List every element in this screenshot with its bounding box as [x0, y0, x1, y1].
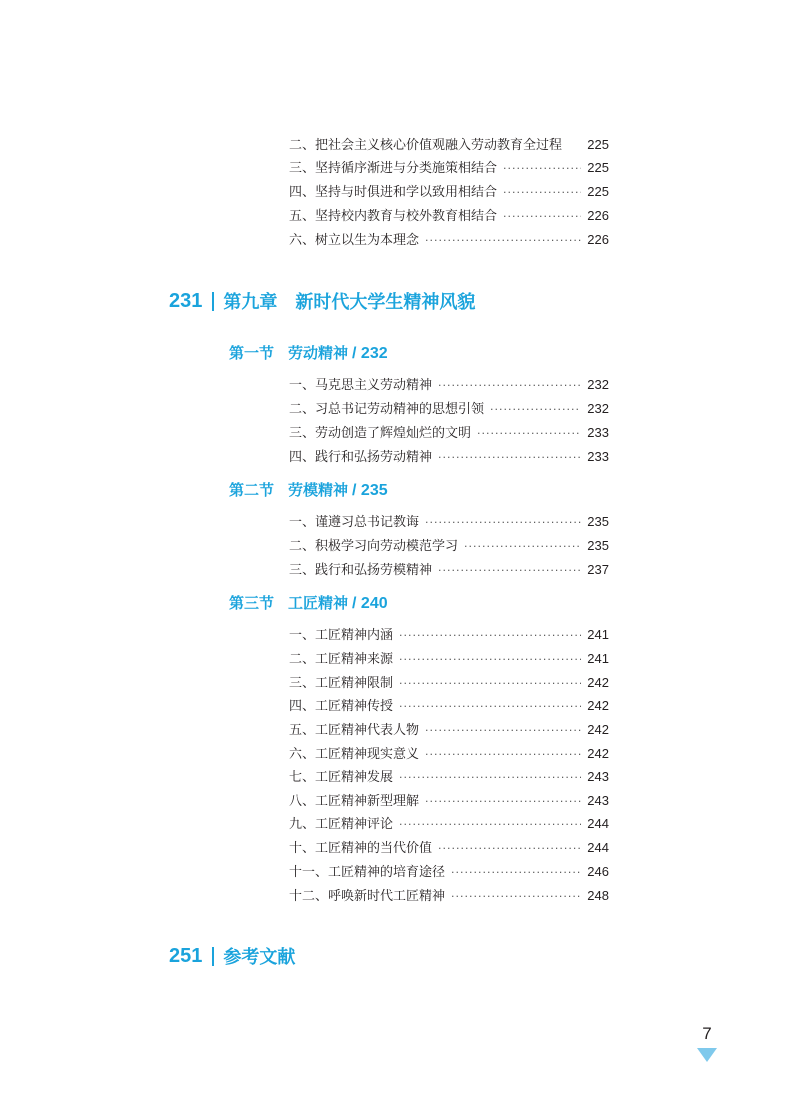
toc-entry-page: 243 [587, 769, 609, 784]
references-heading[interactable] [169, 943, 295, 969]
toc-entry[interactable] [289, 695, 609, 717]
toc-entry-page: 241 [587, 651, 609, 666]
toc-entry-page: 241 [587, 627, 609, 642]
toc-entry-page: 237 [587, 562, 609, 577]
toc-entry-page: 246 [587, 864, 609, 879]
section-title: 工匠精神 [288, 594, 349, 612]
toc-entry-text: 十二、呼唤新时代工匠精神 [289, 889, 446, 904]
toc-entry[interactable] [289, 743, 609, 765]
toc-entry[interactable] [289, 157, 609, 179]
toc-entry[interactable] [289, 181, 609, 203]
toc-entry-text: 八、工匠精神新型理解 [289, 794, 420, 809]
section-label: 第三节 [229, 594, 275, 612]
chapter-title: 新时代大学生精神风貌 [295, 292, 476, 313]
dot-leader [438, 842, 581, 855]
toc-entry-text: 二、积极学习向劳动模范学习 [289, 539, 459, 554]
toc-entry-page: 225 [587, 160, 609, 175]
dot-leader [425, 748, 581, 761]
toc-entry[interactable] [289, 719, 609, 741]
toc-entry-page: 242 [587, 698, 609, 713]
toc-entry[interactable] [289, 374, 609, 396]
toc-entry[interactable] [289, 672, 609, 694]
toc-entry[interactable] [289, 766, 609, 788]
dot-leader [399, 629, 581, 642]
dot-leader [503, 210, 581, 223]
references-page: 251 [169, 944, 203, 967]
dot-leader [477, 427, 581, 440]
toc-entry-text: 十一、工匠精神的培育途径 [289, 865, 446, 880]
references-title: 参考文献 [223, 947, 296, 968]
toc-entry-text: 二、习总书记劳动精神的思想引领 [289, 402, 485, 417]
toc-entry-page: 248 [587, 888, 609, 903]
toc-entry-page: 233 [587, 449, 609, 464]
dot-leader [438, 564, 581, 577]
toc-entry-text: 六、树立以生为本理念 [289, 233, 420, 248]
toc-entry-text: 一、马克思主义劳动精神 [289, 378, 433, 393]
section-label: 第二节 [229, 481, 275, 499]
toc-entry-page: 225 [587, 184, 609, 199]
toc-entry-page: 244 [587, 840, 609, 855]
toc-entry[interactable] [289, 446, 609, 468]
dot-leader [503, 162, 581, 175]
toc-entry[interactable] [289, 885, 609, 907]
toc-entry-text: 一、工匠精神内涵 [289, 628, 394, 643]
toc-entry-page: 225 [587, 137, 609, 152]
dot-leader [399, 700, 581, 713]
dot-leader [399, 677, 581, 690]
toc-entry-page: 226 [587, 232, 609, 247]
toc-entry-page: 233 [587, 425, 609, 440]
dot-leader [425, 724, 581, 737]
dot-leader [490, 403, 581, 416]
toc-entry-text: 五、工匠精神代表人物 [289, 723, 420, 738]
section-title: 劳模精神 [288, 481, 349, 499]
toc-entry[interactable] [289, 535, 609, 557]
chapter-divider [212, 947, 214, 966]
page-number: 7 [702, 1024, 712, 1043]
section-page: / 232 [352, 345, 388, 362]
section-page: / 240 [352, 595, 388, 612]
toc-entry-page: 232 [587, 401, 609, 416]
toc-entry-page: 244 [587, 816, 609, 831]
toc-entry-text: 九、工匠精神评论 [289, 817, 394, 832]
section-page: / 235 [352, 482, 388, 499]
dot-leader [425, 516, 581, 529]
dot-leader [425, 795, 581, 808]
dot-leader [425, 234, 581, 247]
dot-leader [438, 451, 581, 464]
toc-entry-text: 三、劳动创造了辉煌灿烂的文明 [289, 426, 472, 441]
toc-entry[interactable] [289, 205, 609, 227]
toc-entry[interactable] [289, 511, 609, 533]
toc-entry[interactable] [289, 559, 609, 581]
dot-leader [399, 771, 581, 784]
dot-leader [399, 653, 581, 666]
chapter-divider [212, 292, 214, 311]
toc-entry[interactable] [289, 624, 609, 646]
toc-entry[interactable] [289, 837, 609, 859]
toc-entry-text: 三、践行和弘扬劳模精神 [289, 563, 433, 578]
toc-entry[interactable] [289, 648, 609, 670]
triangle-marker-icon [697, 1048, 717, 1062]
section-title: 劳动精神 [288, 344, 349, 362]
chapter-page: 231 [169, 289, 203, 312]
toc-entry[interactable] [289, 422, 609, 444]
toc-entry[interactable] [289, 861, 609, 883]
dot-leader [399, 818, 581, 831]
toc-entry-text: 四、坚持与时俱进和学以致用相结合 [289, 185, 498, 200]
toc-entry[interactable] [289, 398, 609, 420]
toc-entry-page: 235 [587, 514, 609, 529]
chapter-heading[interactable] [169, 288, 475, 314]
dot-leader [464, 540, 581, 553]
toc-entry-text: 一、谨遵习总书记教诲 [289, 515, 420, 530]
toc-entry-text: 六、工匠精神现实意义 [289, 747, 420, 762]
toc-entry-text: 五、坚持校内教育与校外教育相结合 [289, 209, 498, 224]
dot-leader [451, 866, 581, 879]
toc-entry[interactable] [289, 790, 609, 812]
toc-entry-text: 四、践行和弘扬劳动精神 [289, 450, 433, 465]
toc-entry[interactable] [289, 134, 609, 156]
dot-leader [503, 186, 581, 199]
toc-entry-page: 235 [587, 538, 609, 553]
toc-entry-text: 四、工匠精神传授 [289, 699, 394, 714]
section-heading[interactable] [229, 479, 388, 500]
section-label: 第一节 [229, 344, 275, 362]
toc-entry-text: 三、坚持循序渐进与分类施策相结合 [289, 161, 498, 176]
toc-entry-text: 十、工匠精神的当代价值 [289, 841, 433, 856]
toc-entry-page: 242 [587, 675, 609, 690]
dot-leader [451, 890, 581, 903]
toc-entry-page: 242 [587, 746, 609, 761]
toc-entry-text: 七、工匠精神发展 [289, 770, 394, 785]
chapter-label: 第九章 [223, 292, 278, 313]
toc-entry-text: 二、工匠精神来源 [289, 652, 394, 667]
toc-entry-text: 二、把社会主义核心价值观融入劳动教育全过程 [289, 138, 563, 153]
section-heading[interactable] [229, 342, 388, 363]
toc-entry-page: 232 [587, 377, 609, 392]
toc-entry-page: 226 [587, 208, 609, 223]
toc-entry-page: 243 [587, 793, 609, 808]
section-heading[interactable] [229, 592, 388, 613]
dot-leader [438, 379, 581, 392]
toc-entry-text: 三、工匠精神限制 [289, 676, 394, 691]
toc-entry[interactable] [289, 813, 609, 835]
toc-entry[interactable] [289, 229, 609, 251]
toc-entry-page: 242 [587, 722, 609, 737]
